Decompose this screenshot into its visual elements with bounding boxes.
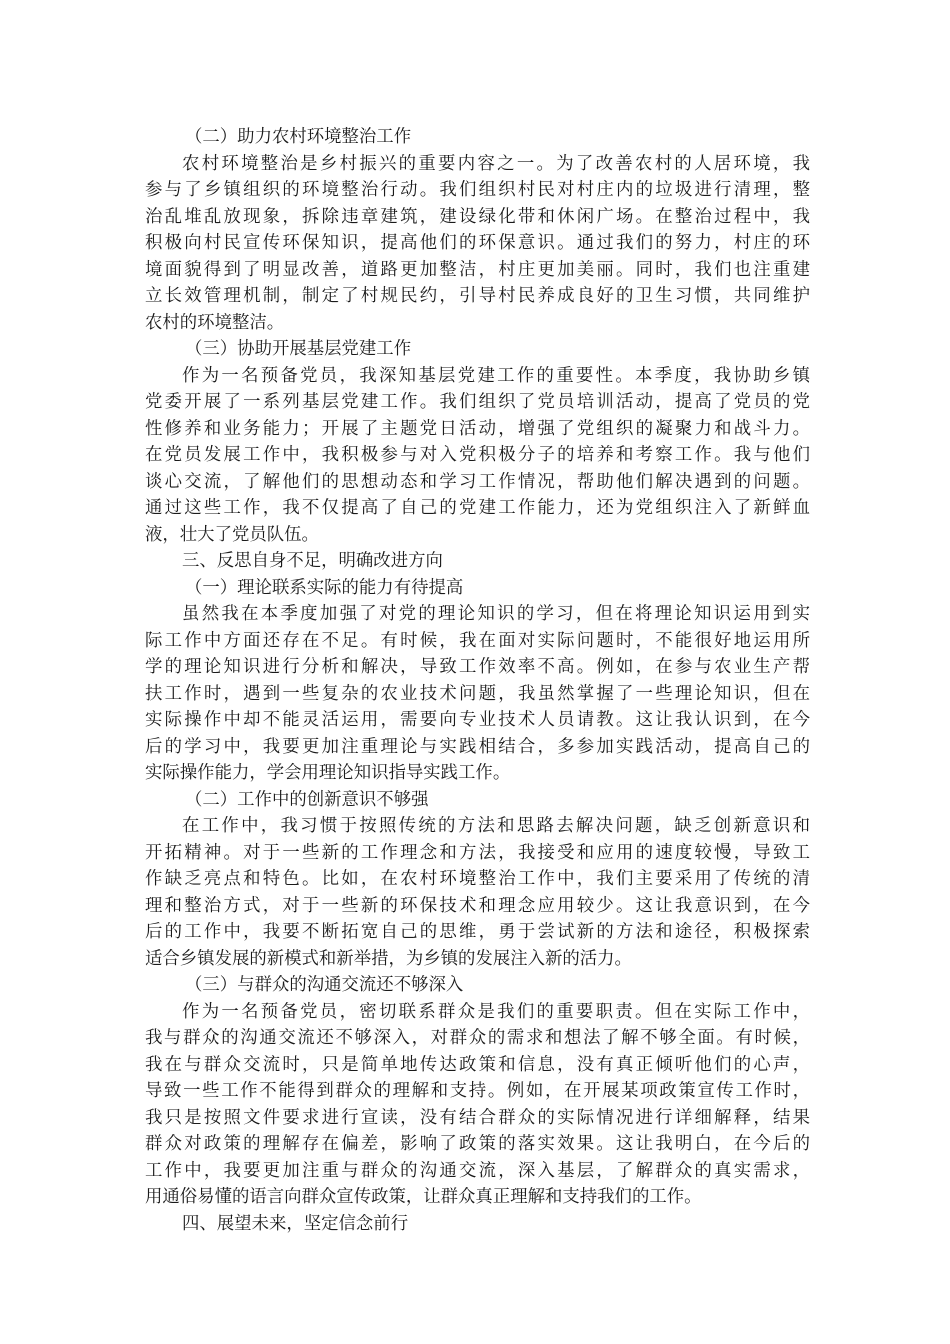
paragraph-line: 实际操作中却不能灵活运用，需要向专业技术人员请教。这让我认识到，在今 <box>145 710 810 730</box>
paragraph-line: 群众对政策的理解存在偏差，影响了政策的落实效果。这让我明白，在今后的 <box>145 1134 810 1154</box>
paragraph-line: 农村的环境整洁。 <box>145 312 285 333</box>
section-subheading: （二）助力农村环境整治工作 <box>185 127 412 147</box>
paragraph-line: 我与群众的沟通交流还不够深入，对群众的需求和想法了解不够全面。有时候， <box>145 1028 810 1048</box>
paragraph-line: 治乱堆乱放现象，拆除违章建筑，建设绿化带和休闲广场。在整治过程中，我 <box>145 206 810 227</box>
paragraph-line: 用通俗易懂的语言向群众宣传政策，让群众真正理解和支持我们的工作。 <box>145 1187 702 1207</box>
paragraph-line: 际工作中方面还存在不足。有时候，我在面对实际问题时，不能很好地运用所 <box>145 630 810 651</box>
paragraph-line: 通过这些工作，我不仅提高了自己的党建工作能力，还为党组织注入了新鲜血 <box>145 498 810 518</box>
paragraph-line: 作为一名预备党员，密切联系群众是我们的重要职责。但在实际工作中， <box>182 1001 810 1022</box>
section-subheading: （三）与群众的沟通交流还不够深入 <box>185 975 464 995</box>
paragraph-line: 性修养和业务能力；开展了主题党日活动，增强了党组织的凝聚力和战斗力。 <box>145 418 810 439</box>
paragraph-line: 理和整治方式，对于一些新的环保技术和理念应用较少。这让我意识到，在今 <box>145 895 810 916</box>
paragraph-line: 参与了乡镇组织的环境整治行动。我们组织村民对村庄内的垃圾进行清理，整 <box>145 180 810 200</box>
paragraph-line: 境面貌得到了明显改善，道路更加整洁，村庄更加美丽。同时，我们也注重建 <box>145 259 810 280</box>
paragraph-line: 我在与群众交流时，只是简单地传达政策和信息，没有真正倾听他们的心声， <box>145 1054 810 1075</box>
section-heading: 三、反思自身不足，明确改进方向 <box>182 551 443 571</box>
paragraph-line: 学的理论知识进行分析和解决，导致工作效率不高。例如，在参与农业生产帮 <box>145 657 810 677</box>
paragraph-line: 党委开展了一系列基层党建工作。我们组织了党员培训活动，提高了党员的党 <box>145 392 810 412</box>
paragraph-line: 导致一些工作不能得到群众的理解和支持。例如，在开展某项政策宣传工作时， <box>145 1081 810 1101</box>
paragraph-line: 作为一名预备党员，我深知基层党建工作的重要性。本季度，我协助乡镇 <box>182 365 810 386</box>
paragraph-line: 液，壮大了党员队伍。 <box>145 524 319 545</box>
paragraph-line: 作缺乏亮点和特色。比如，在农村环境整治工作中，我们主要采用了传统的清 <box>145 869 810 889</box>
paragraph-line: 在党员发展工作中，我积极参与对入党积极分子的培养和考察工作。我与他们 <box>145 445 810 465</box>
paragraph-line: 积极向村民宣传环保知识，提高他们的环保意识。通过我们的努力，村庄的环 <box>145 233 810 253</box>
paragraph-line: 农村环境整治是乡村振兴的重要内容之一。为了改善农村的人居环境，我 <box>182 153 810 174</box>
paragraph-line: 我只是按照文件要求进行宣读，没有结合群众的实际情况进行详细解释，结果 <box>145 1107 810 1128</box>
paragraph-line: 扶工作时，遇到一些复杂的农业技术问题，我虽然掌握了一些理论知识，但在 <box>145 683 810 704</box>
paragraph-line: 立长效管理机制，制定了村规民约，引导村民养成良好的卫生习惯，共同维护 <box>145 286 810 306</box>
paragraph-line: 后的工作中，我要不断拓宽自己的思维，勇于尝试新的方法和途径，积极探索 <box>145 922 810 942</box>
paragraph-line: 在工作中，我习惯于按照传统的方法和思路去解决问题，缺乏创新意识和 <box>182 816 810 836</box>
paragraph-line: 适合乡镇发展的新模式和新举措，为乡镇的发展注入新的活力。 <box>145 948 632 969</box>
section-heading: 四、展望未来，坚定信念前行 <box>182 1213 409 1234</box>
paragraph-line: 虽然我在本季度加强了对党的理论知识的学习，但在将理论知识运用到实 <box>182 604 810 624</box>
document-body <box>145 124 810 1237</box>
paragraph-line: 实际操作能力，学会用理论知识指导实践工作。 <box>145 763 511 783</box>
section-subheading: （三）协助开展基层党建工作 <box>185 339 412 359</box>
paragraph-line: 工作中，我要更加注重与群众的沟通交流，深入基层，了解群众的真实需求， <box>145 1160 810 1181</box>
section-subheading: （一）理论联系实际的能力有待提高 <box>185 577 464 598</box>
section-subheading: （二）工作中的创新意识不够强 <box>185 789 429 810</box>
paragraph-line: 谈心交流，了解他们的思想动态和学习工作情况，帮助他们解决遇到的问题。 <box>145 471 810 492</box>
paragraph-line: 开拓精神。对于一些新的工作理念和方法，我接受和应用的速度较慢，导致工 <box>145 842 810 863</box>
paragraph-line: 后的学习中，我要更加注重理论与实践相结合，多参加实践活动，提高自己的 <box>145 736 810 757</box>
